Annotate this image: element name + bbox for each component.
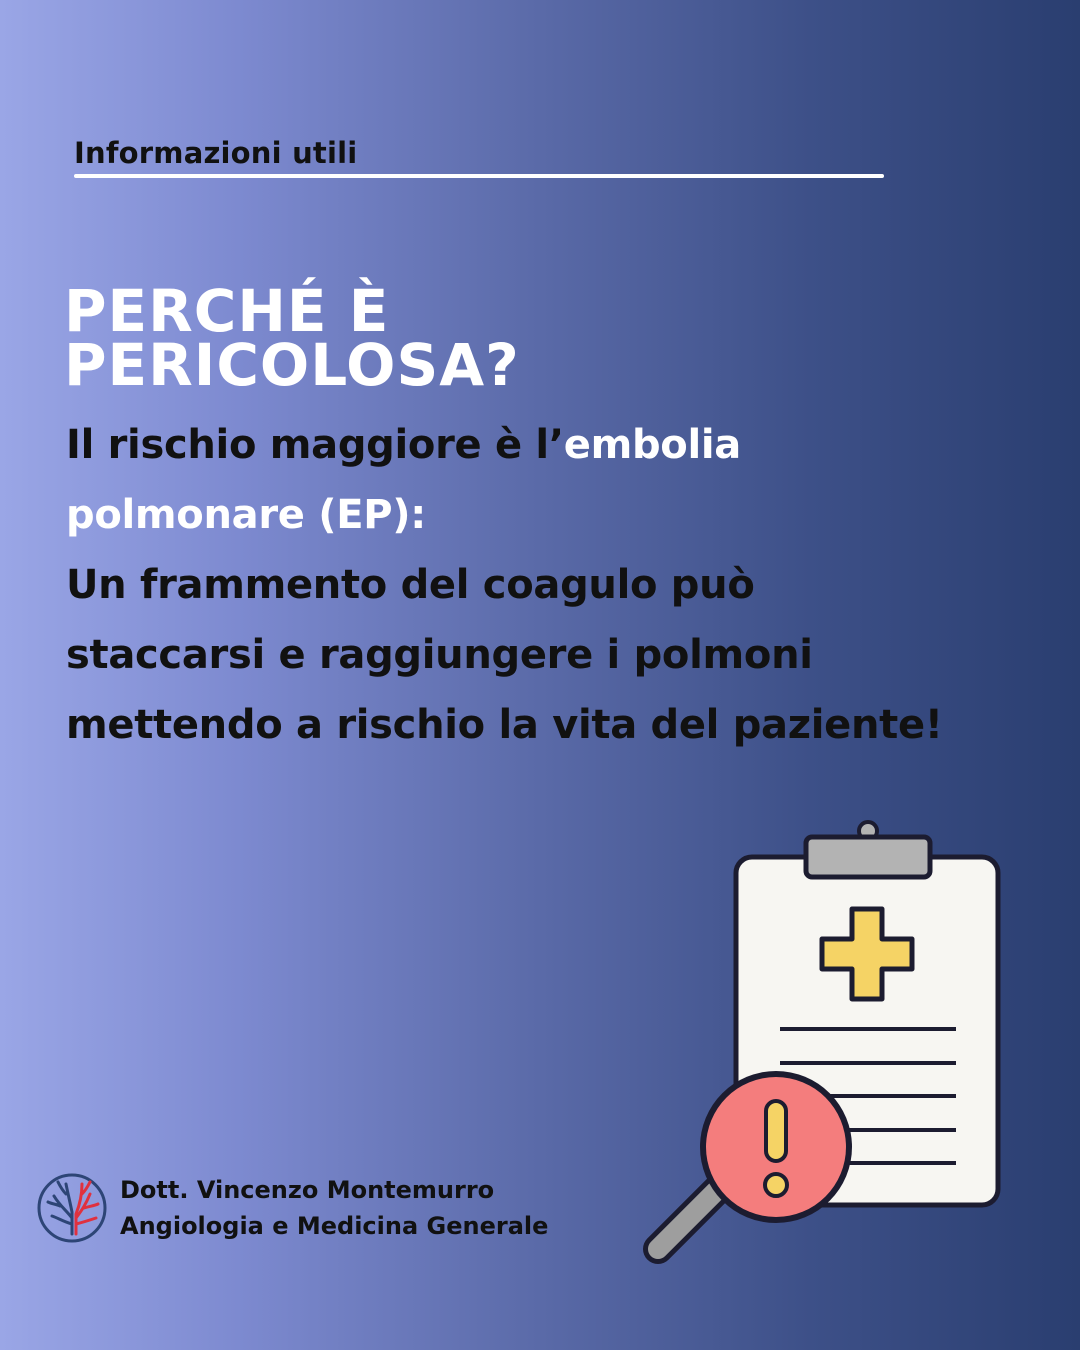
body-lead-dark: Il rischio maggiore è l’ (66, 422, 564, 468)
body-lead-line-2: polmonare (EP): (66, 492, 426, 538)
doctor-specialty: Angiologia e Medicina Generale (120, 1212, 549, 1240)
headline (64, 277, 864, 399)
headline-line-2: PERICOLOSA? (64, 331, 520, 399)
clipboard-warning-magnifier-icon (630, 815, 1020, 1295)
body-text (66, 410, 966, 760)
doctor-name: Dott. Vincenzo Montemurro (120, 1176, 495, 1204)
footer-text (120, 1172, 548, 1244)
section-divider (74, 174, 884, 178)
headline-line-1: PERCHÉ È (64, 277, 390, 345)
vascular-heart-icon (36, 1172, 108, 1244)
section-label: Informazioni utili (74, 136, 358, 170)
body-lead (66, 410, 966, 480)
body-lead-light: embolia (563, 422, 741, 468)
body-paragraph: Un frammento del coagulo può staccarsi e raggiungere i polmoni mettendo a rischio la vita del paziente! (66, 562, 943, 748)
footer (36, 1172, 548, 1244)
